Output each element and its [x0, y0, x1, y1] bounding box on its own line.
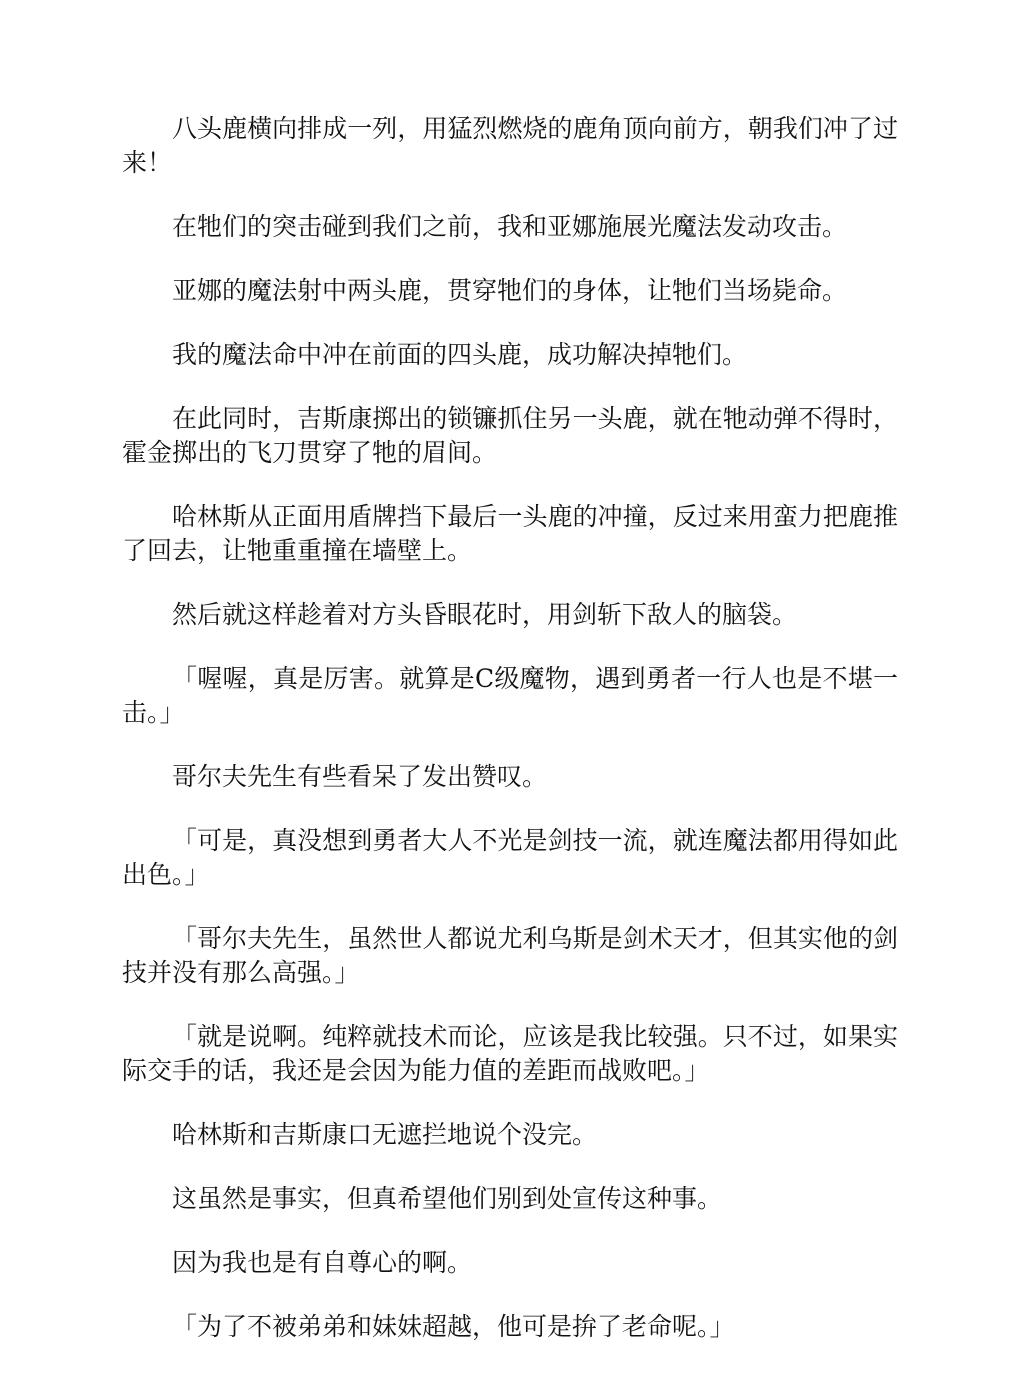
- paragraph-10: 「可是，真没想到勇者大人不光是剑技一流，就连魔法都用得如此出色。」: [122, 826, 898, 889]
- paragraph-16: 「为了不被弟弟和妹妹超越，他可是拚了老命呢。」: [172, 1312, 735, 1341]
- paragraph-11: 「哥尔夫先生，虽然世人都说尤利乌斯是剑术天才，但其实他的剑技并没有那么高强。」: [122, 924, 898, 987]
- paragraph-4: 我的魔法命中冲在前面的四头鹿，成功解决掉牠们。: [172, 340, 748, 369]
- paragraph-1: 八头鹿横向排成一列，用猛烈燃烧的鹿角顶向前方，朝我们冲了过来！: [122, 114, 898, 177]
- paragraph-8: 「喔喔，真是厉害。就算是C级魔物，遇到勇者一行人也是不堪一击。」: [122, 664, 898, 727]
- paragraph-3: 亚娜的魔法射中两头鹿，贯穿牠们的身体，让牠们当场毙命。: [172, 276, 848, 305]
- paragraph-5: 在此同时，吉斯康掷出的锁镰抓住另一头鹿，就在牠动弹不得时，霍金掷出的飞刀贯穿了牠的眉间。: [122, 404, 898, 467]
- paragraph-6: 哈林斯从正面用盾牌挡下最后一头鹿的冲撞，反过来用蛮力把鹿推了回去，让牠重重撞在墙壁上。: [122, 502, 898, 565]
- paragraph-14: 这虽然是事实，但真希望他们别到处宣传这种事。: [172, 1184, 723, 1213]
- paragraph-12: 「就是说啊。纯粹就技术而论，应该是我比较强。只不过，如果实际交手的话，我还是会因为能力值的差距而战败吧。」: [122, 1022, 898, 1085]
- paragraph-2: 在牠们的突击碰到我们之前，我和亚娜施展光魔法发动攻击。: [172, 212, 848, 241]
- paragraph-13: 哈林斯和吉斯康口无遮拦地说个没完。: [172, 1120, 598, 1149]
- paragraph-7: 然后就这样趁着对方头昏眼花时，用剑斩下敌人的脑袋。: [172, 600, 798, 629]
- paragraph-15: 因为我也是有自尊心的啊。: [172, 1248, 473, 1277]
- paragraph-9: 哥尔夫先生有些看呆了发出赞叹。: [172, 762, 548, 791]
- document-page: [122, 112, 898, 1374]
